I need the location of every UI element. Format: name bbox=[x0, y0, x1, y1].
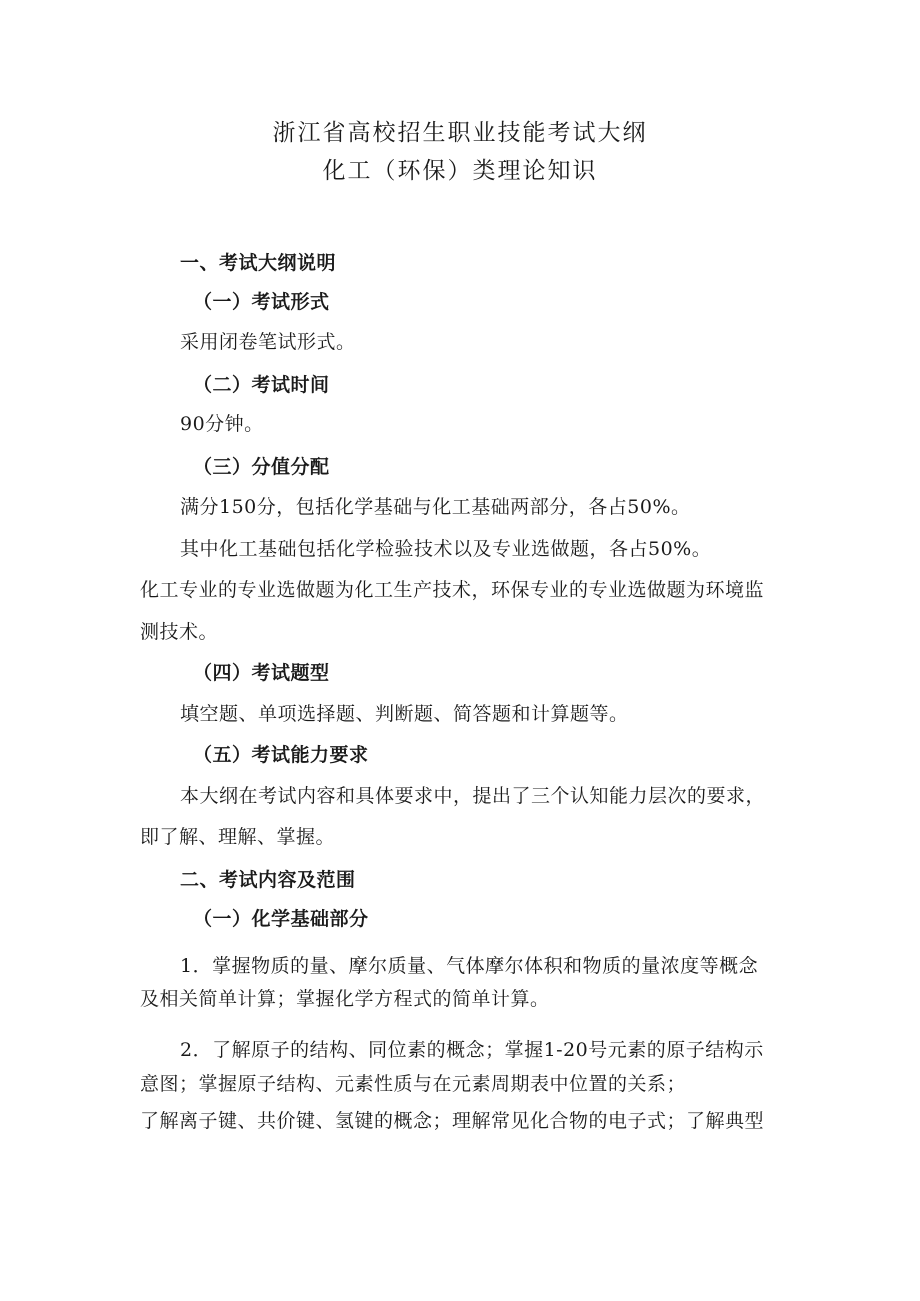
paragraph-ability-line2: 即了解、理解、掌握。 bbox=[140, 826, 336, 848]
list-item-2-line3: 了解离子键、共价键、氢键的概念；理解常见化合物的电子式；了解典型 bbox=[140, 1110, 765, 1132]
subsection-heading-chemistry: （一）化学基础部分 bbox=[193, 908, 369, 930]
list-item-2-line1: 2．了解原子的结构、同位素的概念；掌握1-20号元素的原子结构示 bbox=[180, 1039, 764, 1061]
subsection-heading-exam-time: （二）考试时间 bbox=[193, 374, 330, 396]
paragraph-question-types: 填空题、单项选择题、判断题、简答题和计算题等。 bbox=[180, 703, 629, 725]
subsection-heading-exam-form: （一）考试形式 bbox=[193, 291, 330, 313]
subsection-heading-ability: （五）考试能力要求 bbox=[193, 744, 369, 766]
subsection-heading-score: （三）分值分配 bbox=[193, 456, 330, 478]
list-item-1-line1: 1．掌握物质的量、摩尔质量、气体摩尔体积和物质的量浓度等概念 bbox=[180, 955, 759, 977]
paragraph-exam-time: 90分钟。 bbox=[180, 413, 264, 435]
section-heading-2: 二、考试内容及范围 bbox=[180, 869, 356, 891]
list-item-1-line2: 及相关简单计算；掌握化学方程式的简单计算。 bbox=[140, 988, 550, 1010]
paragraph-score-3-line2: 测技术。 bbox=[140, 621, 219, 643]
paragraph-score-2: 其中化工基础包括化学检验技术以及专业选做题，各占50%。 bbox=[180, 538, 712, 560]
document-subtitle: 化工（环保）类理论知识 bbox=[322, 158, 598, 184]
paragraph-score-1: 满分150分，包括化学基础与化工基础两部分，各占50%。 bbox=[180, 496, 691, 518]
document-title: 浙江省高校招生职业技能考试大纲 bbox=[272, 120, 648, 146]
section-heading-1: 一、考试大纲说明 bbox=[180, 252, 337, 274]
subsection-heading-question-types: （四）考试题型 bbox=[193, 662, 330, 684]
list-item-2-line2: 意图；掌握原子结构、元素性质与在元素周期表中位置的关系； bbox=[140, 1073, 687, 1095]
paragraph-score-3-line1: 化工专业的专业选做题为化工生产技术，环保专业的专业选做题为环境监 bbox=[140, 579, 765, 601]
paragraph-ability-line1: 本大纲在考试内容和具体要求中，提出了三个认知能力层次的要求， bbox=[180, 785, 766, 807]
paragraph-exam-form: 采用闭卷笔试形式。 bbox=[180, 331, 356, 353]
